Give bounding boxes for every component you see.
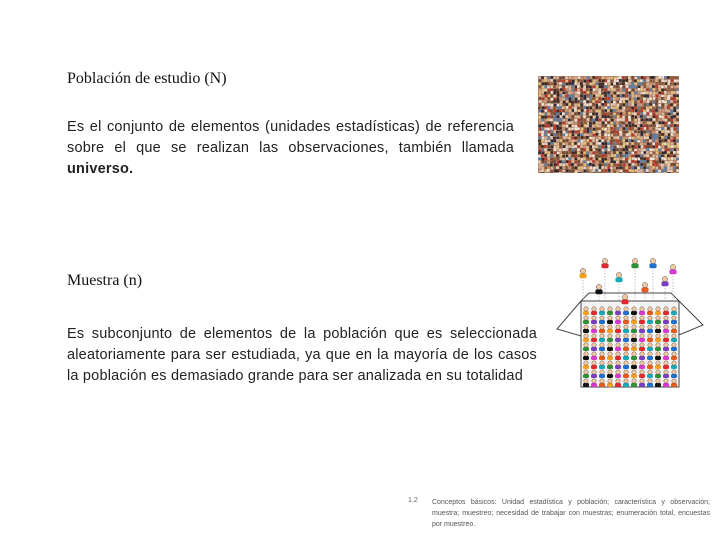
population-heading: Población de estudio (N) — [67, 70, 227, 87]
universe-term: universo. — [67, 161, 134, 177]
population-definition — [67, 117, 514, 180]
sample-definition: Es subconjunto de elementos de la población que es seleccionada aleatoriamente para ser estudiada, ya que en la mayoría de los casos la población es demasiado grande para ser analizada en su totalidad — [67, 326, 537, 384]
footer-caption: Conceptos básicos: Unidad estadística y población; característica y observación; muestra; muestreo; necesidad de trabajar con muestras; enumeración total, encuestas por muestreo. — [432, 499, 710, 528]
footer-section-number: 1.2 — [408, 497, 418, 504]
crowd-photo — [538, 76, 679, 173]
sample-box-illustration — [553, 251, 706, 390]
sample-heading: Muestra (n) — [67, 272, 143, 289]
population-definition-text: Es el conjunto de elementos (unidades estadísticas) de referencia sobre el que se realizan las observaciones, también llamada — [67, 119, 514, 156]
